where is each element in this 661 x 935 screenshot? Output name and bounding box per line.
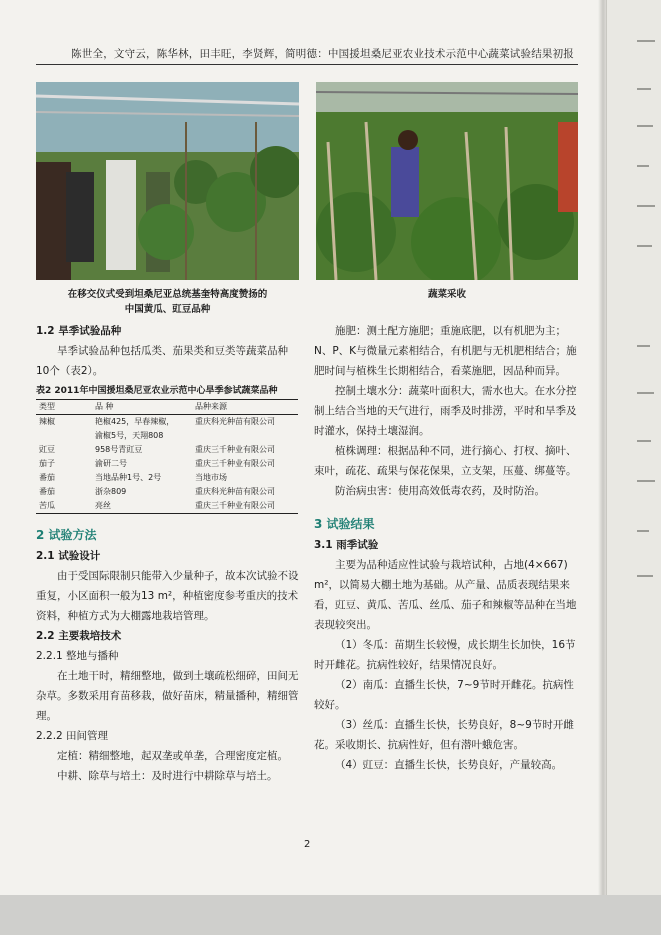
table-cell: 浙杂809 [95,487,127,496]
table-cell: 当地品种1号、2号 [95,473,162,482]
paragraph: 旱季试验品种包括瓜类、茄果类和豆类等蔬菜品种10个（表2）。 [36,345,288,377]
table-row [36,457,298,471]
table-cell: 当地市场 [195,473,227,482]
page-number: 2 [304,839,311,850]
paragraph: 防治病虫害：使用高效低毒农药，及时防治。 [335,485,545,497]
table-cell: 番茄 [39,487,55,496]
table-row [36,485,298,499]
varieties-table [36,399,298,514]
figure-caption [316,287,578,302]
figure-caption-line: 中国黄瓜、豇豆品种 [124,304,211,315]
section-heading: 1.2 旱季试验品种 [36,325,122,337]
table-row [36,499,298,514]
paragraph: 中耕、除草与培土：及时进行中耕除草与培土。 [57,770,278,782]
subsection-heading: 2.2.2 田间管理 [36,730,109,742]
section-title: 2 试验方法 [36,528,97,542]
table-cell: 重庆科光种苗有限公司 [195,487,275,496]
list-item: （3）丝瓜：直播生长快，长势良好，8~9节时开雌花。采收期长、抗病性好，但有潜叶蛾危害。 [314,719,574,751]
table-header-cell: 类型 [36,400,92,415]
running-header: 陈世全，文守云，陈华林，田丰旺，李贤辉，简明德：中国援坦桑尼亚农业技术示范中心蔬菜试验结果初报 [71,48,574,60]
table-cell: 重庆科光种苗有限公司 [195,417,275,426]
table-row [36,429,298,443]
table-cell: 豇豆 [39,445,55,454]
paragraph: 植株调理：根据品种不同，进行摘心、打杈、摘叶、束叶，疏花、疏果与保花保果，立支架，压蔓、绑蔓等。 [314,445,577,477]
header-rule [36,64,578,65]
list-item: （2）南瓜：直播生长快，7~9节时开雌花。抗病性较好。 [314,679,574,711]
table-header-cell: 品种来源 [192,400,298,415]
paragraph: 控制土壤水分：蔬菜叶面积大，需水也大。在水分控制上结合当地的天气进行，雨季及时排涝，平时和旱季及时灌水，保持土壤湿润。 [314,385,577,437]
harvest-photo [316,82,578,280]
next-page-edge [606,0,661,895]
table-cell: 番茄 [39,473,55,482]
figure-caption-line: 在移交仪式受到坦桑尼亚总统基奎特高度赞扬的 [67,289,268,300]
figure-caption [36,287,299,317]
section-heading: 2.1 试验设计 [36,550,101,562]
paragraph: 定植：精细整地，起双垄或单垄，合理密度定植。 [57,750,288,762]
table-cell: 亮丝 [92,499,192,514]
section-title: 3 试验结果 [314,517,375,531]
table-cell: 辣椒 [39,417,55,426]
table-title: 表2 2011年中国援坦桑尼亚农业示范中心旱季参试蔬菜品种 [36,386,278,396]
paragraph: 施肥：测土配方施肥；重施底肥，以有机肥为主；N、P、K与微量元素相结合，有机肥与无机肥相结合；施肥时间与植株生长期相结合，看菜施肥，因品种而异。 [314,325,577,377]
table-cell: 重庆三千种业有限公司 [195,445,275,454]
table-cell: 茄子 [39,459,55,468]
table-row [36,443,298,457]
table-cell: 渝研二号 [95,459,127,468]
table-header-cell: 品 种 [92,400,192,415]
paragraph: 在土地干时，精细整地，做到土壤疏松细碎，田间无杂草。多数采用育苗移栽，做好苗床，精量播种，精细管理。 [36,670,299,722]
right-column [314,321,580,775]
scan-bottom-band [0,895,661,935]
paragraph: 由于受国际限制只能带入少量种子，故本次试验不设重复，小区面积一般为13 m²，种植密度参考重庆的技术资料，种植方式为大棚露地栽培管理。 [36,570,299,622]
list-item: （1）冬瓜：苗期生长较慢，成长期生长加快，16节时开雌花。抗病性较好，结果情况良好。 [314,639,576,671]
table-cell [192,429,298,443]
table-header-row [36,400,298,415]
table-cell: 重庆三千种业有限公司 [195,459,275,468]
list-item: （4）豇豆：直播生长快，长势良好，产量较高。 [335,759,563,771]
table-row [36,471,298,485]
table-cell: 958号青豇豆 [95,445,143,454]
table-cell: 重庆三千种业有限公司 [192,499,298,514]
section-heading: 2.2 主要栽培技术 [36,630,122,642]
section-heading: 3.1 雨季试验 [314,539,379,551]
table-row [36,415,298,430]
table-cell: 渝椒5号，天翔808 [95,431,164,440]
table-cell: 艳椒425，早春辣椒， [95,417,175,426]
subsection-heading: 2.2.1 整地与播种 [36,650,119,662]
figure-caption-line: 蔬菜采收 [427,289,466,300]
greenhouse-photo [36,82,299,280]
left-column [36,321,300,786]
paragraph: 主要为品种适应性试验与栽培试种，占地(4×667) m²，以简易大棚土地为基础。从产量、品质表现结果来看，豇豆、黄瓜、苦瓜、丝瓜、茄子和辣椒等品种在当地表现较突出。 [314,559,577,631]
table-cell: 苦瓜 [36,499,92,514]
table-cell [36,429,92,443]
